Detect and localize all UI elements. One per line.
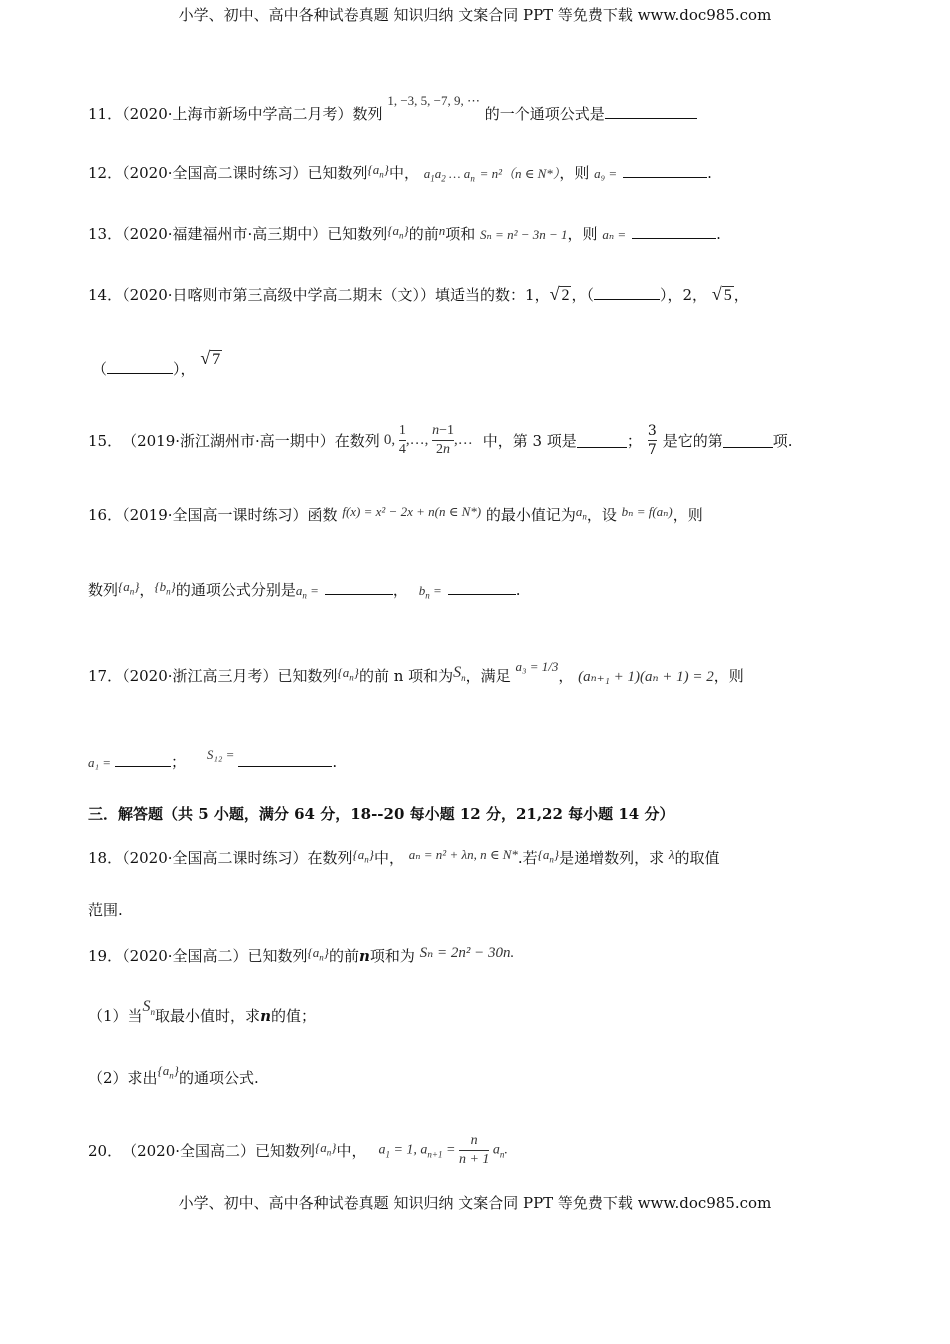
question-number: 15． — [88, 431, 123, 450]
question-source: （2020·全国高二课时练习）已知数列 — [122, 164, 368, 182]
fraction-3-7: $\frac{3}{7}$ — [647, 423, 657, 458]
question-text: ， — [733, 286, 749, 304]
question-number: 14． — [88, 286, 123, 304]
question-text: ； — [626, 431, 642, 450]
question-source: （2020·全国高二课时练习）在数列 — [122, 849, 353, 867]
sequence-notation: $\{a_n\}$ — [367, 162, 389, 180]
question-text: ，（ — [571, 286, 594, 304]
question-text: 的最小值记为 — [485, 506, 576, 524]
question-text: 项和 — [445, 225, 476, 243]
question-13: 13．（2020·福建福州市·高三期中）已知数列$\{a_n\}$的前n项和 Sₙ = n² − 3n − 1，则 aₙ = . — [88, 223, 721, 243]
sequence-terms: 0, $\frac{1}{4}$ ,…, $\frac{n-1}{2n}$ ,… — [383, 423, 473, 457]
question-text: ，则 — [672, 506, 703, 524]
variable-n: n — [358, 947, 370, 965]
question-11 — [88, 93, 697, 125]
question-number: 19． — [88, 947, 123, 965]
question-19-part1: （1）当$S_n$取最小值时，求n的值； — [88, 998, 316, 1025]
question-text: 是它的第 — [662, 431, 723, 450]
equation: bₙ = f(aₙ) — [621, 504, 673, 519]
answer-blank[interactable] — [107, 359, 173, 374]
answer-blank[interactable] — [632, 224, 716, 239]
question-source: （2020·福建福州市·高三期中）已知数列 — [122, 225, 388, 243]
question-text: 的通项公式. — [178, 1069, 259, 1087]
answer-blank[interactable] — [115, 752, 171, 767]
question-text: 取最小值时，求 — [155, 1007, 261, 1025]
question-source: （2020·全国高二）已知数列 — [122, 1141, 316, 1160]
question-source: （2020·全国高二）已知数列 — [122, 947, 308, 965]
condition-a3: a₃ = 1/3 — [515, 659, 559, 674]
question-text: ，设 — [586, 506, 617, 524]
question-source: （2019·全国高一课时练习）函数 — [122, 506, 338, 524]
question-number: 13． — [88, 225, 123, 243]
question-source: （2019·浙江湖州市·高一期中）在数列 — [122, 431, 380, 450]
question-18: 18．（2020·全国高二课时练习）在数列$\{a_n\}$中， aₙ = n² + λn, n ∈ N*.若$\{a_n\}$是递增数列，求 λ的取值 — [88, 847, 720, 867]
question-text: ， — [139, 581, 155, 599]
question-19: 19．（2020·全国高二）已知数列$\{a_n\}$的前n项和为 Sₙ = 2n² − 30n. — [88, 945, 515, 965]
question-source: （2020·上海市新场中学高二月考）数列 — [122, 105, 383, 123]
ask-expression: a₉ = — [594, 166, 618, 181]
sequence-notation: $\{a_n\}$ — [387, 223, 409, 241]
question-text: 的前 — [408, 225, 439, 243]
question-number: 17． — [88, 667, 123, 685]
question-text: （ — [92, 360, 108, 378]
question-14-line2 — [92, 348, 222, 380]
question-12: 12．（2020·全国高二课时练习）已知数列$\{a_n\}$中， $a_1a_2$ … $a_n = n^2(n$ ∈ N*），则 a₉ = . — [88, 162, 712, 184]
question-text: 中， — [373, 849, 404, 867]
question-18-line2: 范围. — [88, 901, 123, 919]
question-20: 20． （2020·全国高二）已知数列 $\{a_n\}$ 中， $a_1 = 1$, $a_{n+1}$ = $\frac{n}{n + 1}$ $a_n$. — [88, 1133, 508, 1167]
ask-expression: aₙ = — [602, 227, 627, 242]
question-16: 16．（2019·全国高一课时练习）函数 f(x) = x² − 2x + n(n ∈ N*) 的最小值记为$a_n$，设 bₙ = f(aₙ)，则 — [88, 504, 703, 524]
answer-blank[interactable] — [577, 433, 627, 448]
answer-blank[interactable] — [594, 285, 660, 300]
question-text: 中， — [388, 164, 419, 182]
question-text: 项和为 — [369, 947, 415, 965]
question-17-line2: a₁ = ； S₁₂ = . — [88, 747, 338, 771]
question-number: 16． — [88, 506, 123, 524]
question-text: （2）求出 — [88, 1069, 158, 1087]
question-text: ，满足 — [465, 667, 511, 685]
question-text: 的通项公式分别是 — [175, 581, 296, 599]
question-text: 中，第 3 项是 — [482, 431, 577, 450]
question-source: （2020·浙江高三月考）已知数列 — [122, 667, 338, 685]
question-text: （1）当 — [88, 1007, 143, 1025]
question-text: ，则 — [713, 667, 744, 685]
question-text: 的前 n 项和为 — [358, 667, 454, 685]
question-text: ，则 — [559, 164, 590, 182]
sqrt-7: √ 7 — [200, 348, 221, 368]
question-19-part2: （2）求出$\{a_n\}$的通项公式. — [88, 1063, 259, 1087]
question-number: 12． — [88, 164, 123, 182]
question-text: 中， — [336, 1141, 367, 1160]
question-text: 的一个通项公式是 — [484, 105, 605, 123]
page-footer: 小学、初中、高中各种试卷真题 知识归纳 文案合同 PPT 等免费下载 www.doc985.com — [178, 1194, 772, 1212]
section-heading: 三．解答题（共 5 小题，满分 64 分，18--20 每小题 12 分，21,22 每小题 14 分） — [88, 805, 675, 823]
product-expression: $a_1a_2$ … $a_n$ — [423, 166, 475, 184]
question-text: ； — [171, 753, 187, 771]
question-text: ，则 — [567, 225, 598, 243]
question-16-line2: 数列$\{a_n\}$，$\{b_n\}$的通项公式分别是$a_n$ = ， $b_n$ = . — [88, 579, 521, 601]
question-text: ）， — [173, 360, 196, 378]
answer-blank[interactable] — [605, 104, 697, 119]
answer-blank[interactable] — [723, 433, 773, 448]
equation: = n²（n ∈ N*） — [479, 166, 560, 181]
equation: Sₙ = n² − 3n − 1 — [480, 227, 568, 242]
question-text: 的前 — [328, 947, 359, 965]
function-expression: f(x) = x² − 2x + n(n ∈ N*) — [342, 504, 482, 519]
page-header: 小学、初中、高中各种试卷真题 知识归纳 文案合同 PPT 等免费下载 www.doc985.com — [178, 6, 772, 24]
question-number: 11． — [88, 105, 123, 123]
sqrt-2: √ 2 — [549, 284, 570, 304]
question-17: 17．（2020·浙江高三月考）已知数列$\{a_n\}$的前 n 项和为$S_n$，满足 a₃ = 1/3， (aₙ₊₁ + 1)(aₙ + 1) = 2，则 — [88, 659, 744, 685]
question-number: 18． — [88, 849, 123, 867]
sqrt-5: √ 5 — [711, 284, 732, 304]
question-text: 的取值 — [674, 849, 720, 867]
question-text: 是递增数列，求 — [559, 849, 665, 867]
ask-expression: a₁ = — [88, 755, 112, 770]
question-text: 项. — [772, 431, 793, 450]
question-text: 的值； — [270, 1007, 316, 1025]
recurrence-relation: (aₙ₊₁ + 1)(aₙ + 1) = 2 — [578, 669, 714, 685]
answer-blank[interactable] — [238, 752, 332, 767]
answer-blank[interactable] — [623, 163, 707, 178]
question-source: （2020·日喀则市第三高级中学高二期末（文））填适当的数：1， — [122, 286, 550, 304]
sequence-terms: 1, −3, 5, −7, 9, ⋯ — [387, 93, 480, 108]
question-text: ），2， — [660, 286, 708, 304]
question-text: 数列 — [88, 581, 119, 599]
equation: aₙ = n² + λn, n ∈ N* — [408, 847, 518, 862]
question-number: 20． — [88, 1141, 123, 1160]
answer-blank[interactable] — [448, 580, 516, 595]
recurrence-equation: $a_1 = 1$, $a_{n+1}$ = $\frac{n}{n + 1}$ $a_n$. — [378, 1133, 508, 1167]
question-15 — [88, 422, 793, 459]
question-text: ， — [392, 581, 408, 599]
question-text: .若 — [517, 849, 538, 867]
answer-blank[interactable] — [325, 580, 393, 595]
ask-expression: S₁₂ = — [206, 747, 235, 762]
question-14 — [88, 284, 749, 306]
equation: Sₙ = 2n² − 30n. — [419, 945, 515, 961]
